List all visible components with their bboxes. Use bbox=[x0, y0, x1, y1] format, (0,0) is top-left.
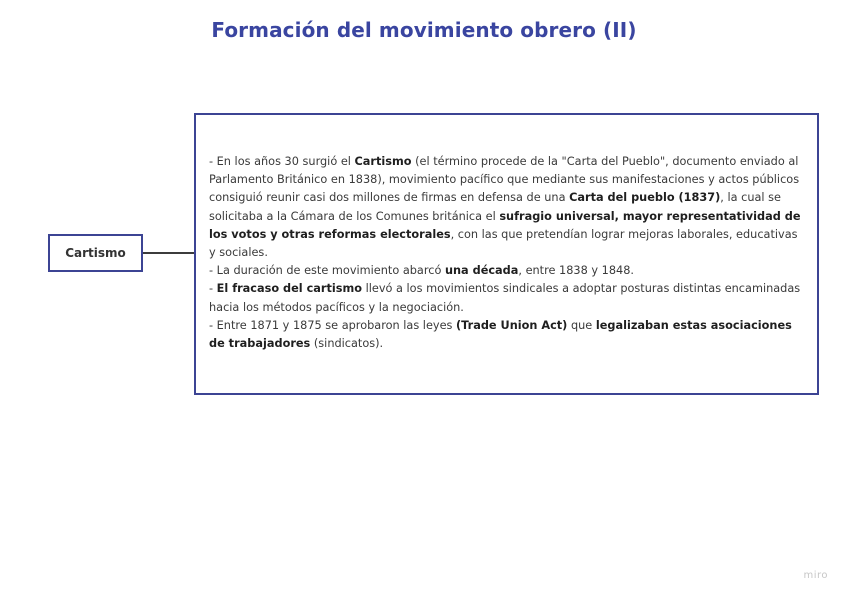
text-run: - La duración de este movimiento abarcó bbox=[209, 264, 445, 278]
text-run: , la cual se solicitaba a la Cámara de los Comunes británica el bbox=[209, 191, 781, 223]
text-run-bold: (Trade Union Act) bbox=[456, 318, 568, 332]
text-run-bold: Cartismo bbox=[354, 155, 412, 168]
text-run: - En los años 30 surgió el bbox=[209, 155, 355, 168]
text-run-bold: sufragio universal, mayor representatividad de los votos y otras reformas electorales bbox=[209, 209, 801, 241]
text-run-bold: Carta del pueblo (1837) bbox=[569, 191, 721, 205]
cartismo-detail-card[interactable] bbox=[194, 113, 819, 395]
text-run: , entre 1838 y 1848. bbox=[518, 264, 635, 278]
text-run: (sindicatos). bbox=[310, 337, 384, 351]
detail-paragraph bbox=[209, 317, 801, 353]
text-run: - Entre 1871 y 1875 se aprobaron las leyes bbox=[209, 318, 457, 332]
text-run: que bbox=[567, 318, 596, 332]
text-run-bold: El fracaso del cartismo bbox=[216, 282, 363, 296]
text-run: , con las que pretendían lograr mejoras laborales, educativas y sociales. bbox=[209, 227, 798, 260]
miro-watermark: miro bbox=[803, 570, 828, 581]
cartismo-detail-text bbox=[209, 153, 801, 353]
detail-paragraph bbox=[209, 153, 801, 262]
text-run-bold: legalizaban estas asociaciones de trabajadores bbox=[209, 318, 792, 351]
text-run-bold: una década bbox=[444, 264, 519, 278]
cartismo-node[interactable] bbox=[48, 234, 143, 272]
text-run: - bbox=[209, 282, 217, 296]
detail-paragraph bbox=[209, 262, 801, 280]
text-run: llevó a los movimientos sindicales a adoptar posturas distintas encaminadas hacia los métodos pacíficos y la negociación. bbox=[209, 282, 801, 314]
detail-paragraph bbox=[209, 280, 801, 316]
node-connector-line bbox=[143, 252, 195, 254]
cartismo-node-label: Cartismo bbox=[65, 246, 126, 260]
page-title: Formación del movimiento obrero (II) bbox=[211, 18, 637, 42]
text-run: (el término procede de la "Carta del Pueblo", documento enviado al Parlamento Británico en 1838), movimiento pacífico que mediante sus manifestaciones y actos públicos consiguió reunir casi dos millones de firmas en defensa de una bbox=[209, 155, 800, 205]
